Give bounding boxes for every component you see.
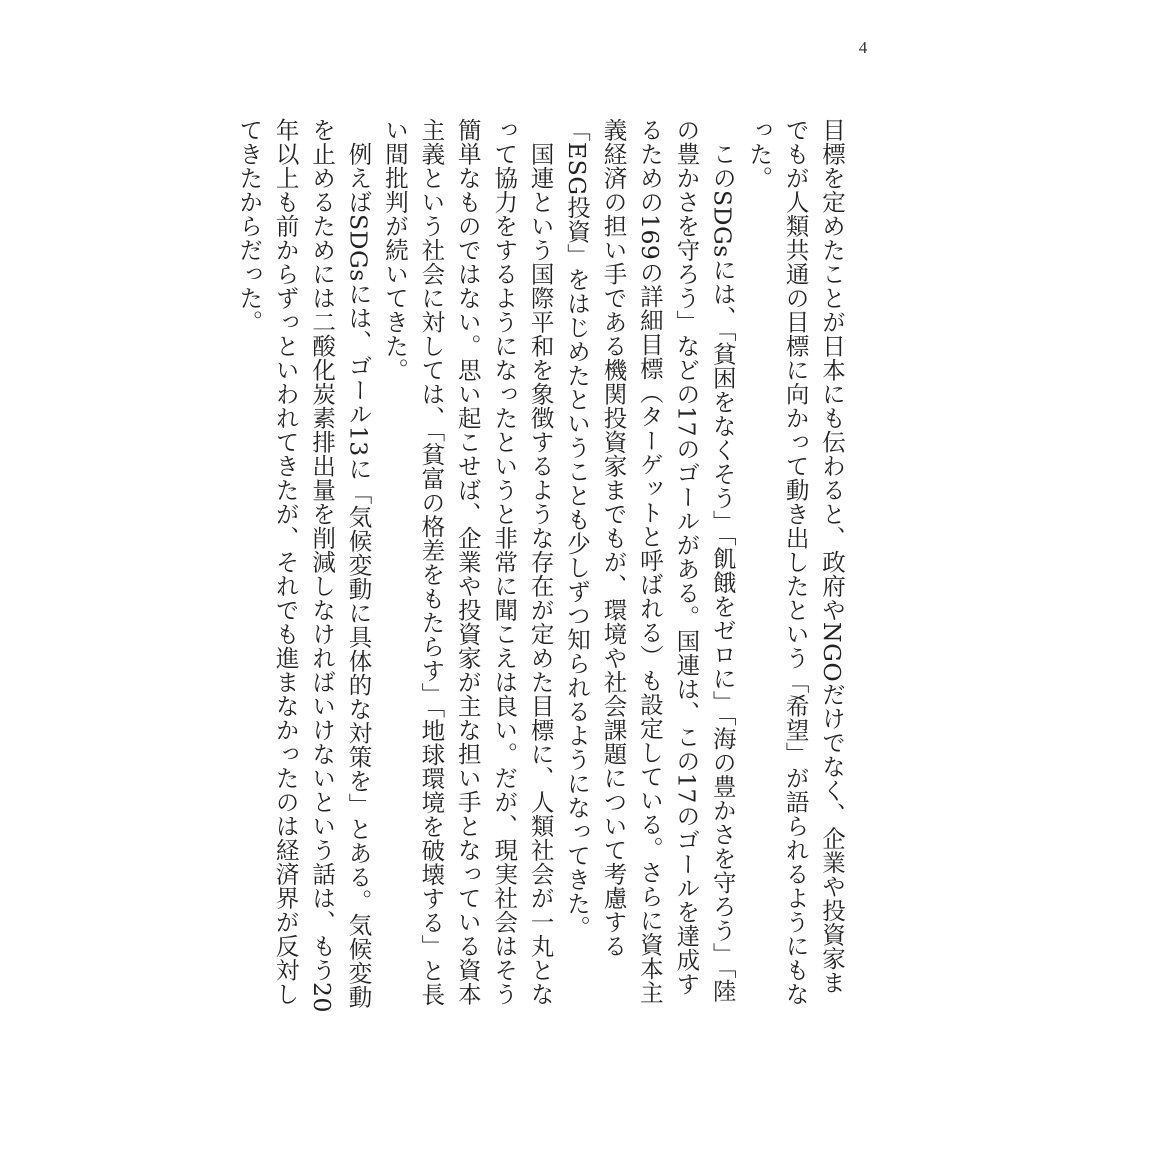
body-text: [235, 118, 850, 1018]
paragraph-1: 目標を定めたことが日本にも伝わると、政府やNGOだけでなく、企業や投資家までもが人類共通の目標に向かって動き出したという「希望」が語られるようにもなった。: [745, 118, 846, 1006]
paragraph-4: 例えばSDGsには、ゴール13に「気候変動に具体的な対策を」とある。気候変動を止めるためには二酸化炭素排出量を削減しなければいけないという話は、もう20年以上も前からずっといわれてきたが、それでも進まなかったのは経済界が反対してきたからだった。: [235, 118, 373, 1013]
paragraph-3: 国連という国際平和を象徴するような存在が定めた目標に、人類社会が一丸となって協力をするようになったというと非常に聞こえは良い。だが、現実社会はそう簡単なものではない。思い起こせば、企業や投資家が主な担い手となっている資本主義という社会に対しては、「貧富の格差をもたらす」「地球環境を破壊する」と長い間批判が続いてきた。: [380, 118, 555, 1007]
page-number: 4: [858, 38, 868, 57]
paragraph-2: このSDGsには、「貧困をなくそう」「飢餓をゼロに」「海の豊かさを守ろう」「陸の豊かさを守ろう」などの17のゴールがある。国連は、この17のゴールを達成するための169の詳細目標（ターゲットと呼ばれる）も設定している。さらに資本主義経済の担い手である機関投資家までもが、環境や社会課題について考慮する「ESG投資」をはじめたということも少しずつ知られるようになってきた。: [563, 118, 737, 1005]
